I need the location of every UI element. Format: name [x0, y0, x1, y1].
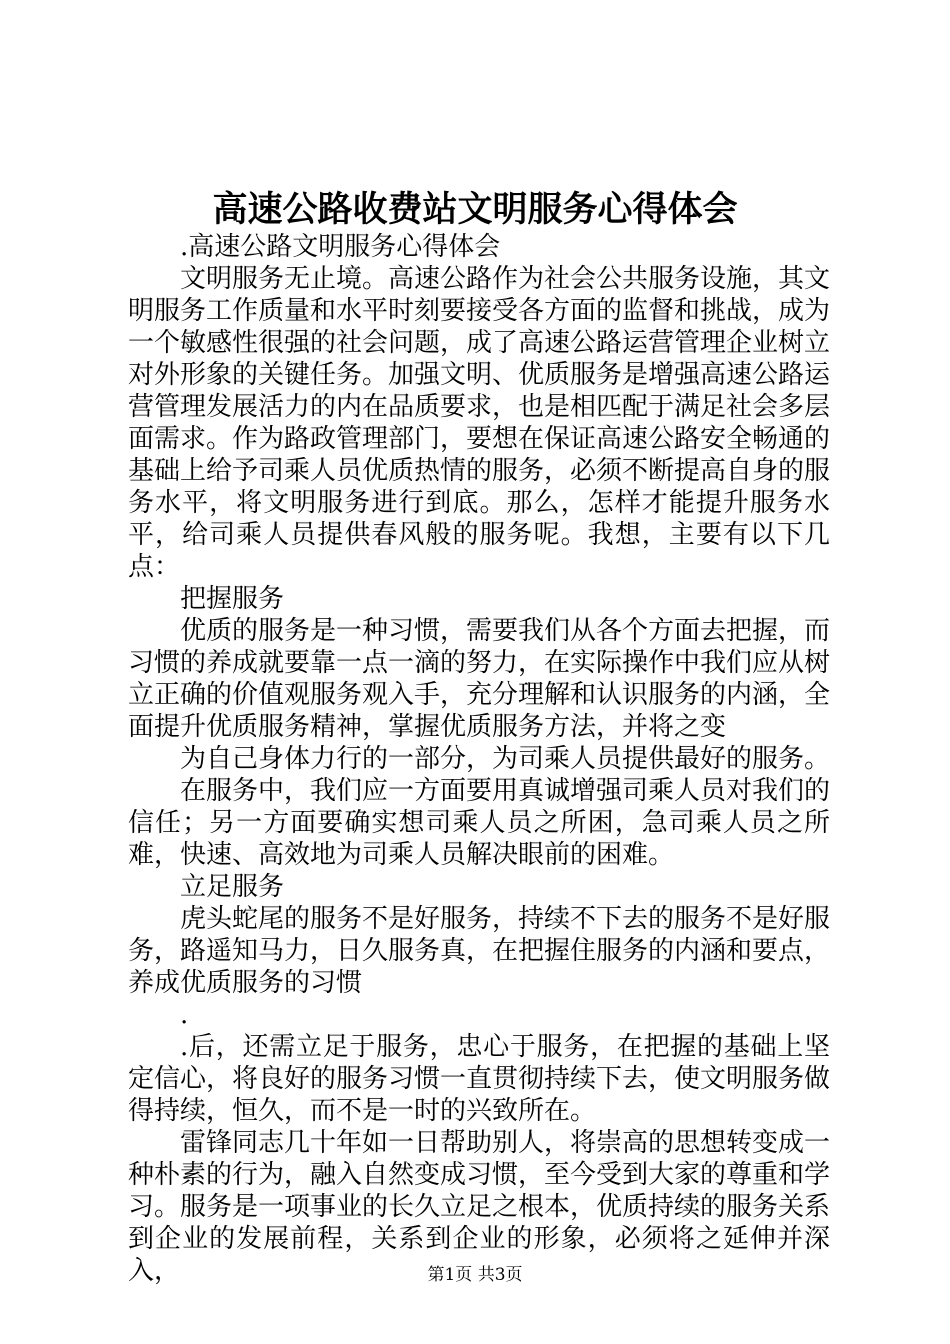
document-title: 高速公路收费站文明服务心得体会 [212, 189, 738, 230]
section-heading: 把握服务 [180, 584, 285, 614]
paragraph: 优质的服务是一种习惯，需要我们从各个方面去把握，而习惯的养成就要靠一点一滴的努力，在实际操作中我们应从树立正确的价值观服务观入手，充分理解和认识服务的内涵，全面提升优质服务精神，掌握优质服务方法，并将之变 [128, 616, 831, 742]
section-heading: .高速公路文明服务心得体会 [180, 232, 501, 262]
page-footer: 第1页 共3页 [427, 1265, 523, 1285]
paragraph: 文明服务无止境。高速公路作为社会公共服务设施，其文明服务工作质量和水平时刻要接受各方面的监督和挑战，成为一个敏感性很强的社会问题，成了高速公路运营管理企业树立对外形象的关键任务。加强文明、优质服务是增强高速公路运营管理发展活力的内在品质要求，也是相匹配于满足社会多层面需求。作为路政管理部门，要想在保证高速公路安全畅通的基础上给予司乘人员优质热情的服务，必须不断提高自身的服务水平，将文明服务进行到底。那么，怎样才能提升服务水平，给司乘人员提供春风般的服务呢。我想，主要有以下几点： [128, 264, 831, 582]
paragraph-separator: . [180, 1000, 189, 1030]
section-heading: 立足服务 [180, 872, 285, 902]
paragraph: 虎头蛇尾的服务不是好服务，持续不下去的服务不是好服务，路遥知马力，日久服务真，在把握住服务的内涵和要点，养成优质服务的习惯 [128, 904, 831, 998]
paragraph: 为自己身体力行的一部分，为司乘人员提供最好的服务。 [180, 744, 831, 774]
document-body [128, 231, 830, 1287]
paragraph: 雷锋同志几十年如一日帮助别人，将崇高的思想转变成一种朴素的行为，融入自然变成习惯，至今受到大家的尊重和学习。服务是一项事业的长久立足之根本，优质持续的服务关系到企业的发展前程，关系到企业的形象，必须将之延伸并深入， [128, 1128, 831, 1286]
paragraph: .后，还需立足于服务，忠心于服务，在把握的基础上坚定信心，将良好的服务习惯一直贯彻持续下去，使文明服务做得持续，恒久，而不是一时的兴致所在。 [128, 1032, 831, 1126]
paragraph: 在服务中，我们应一方面要用真诚增强司乘人员对我们的信任；另一方面要确实想司乘人员之所困，急司乘人员之所难，快速、高效地为司乘人员解决眼前的困难。 [128, 776, 831, 870]
